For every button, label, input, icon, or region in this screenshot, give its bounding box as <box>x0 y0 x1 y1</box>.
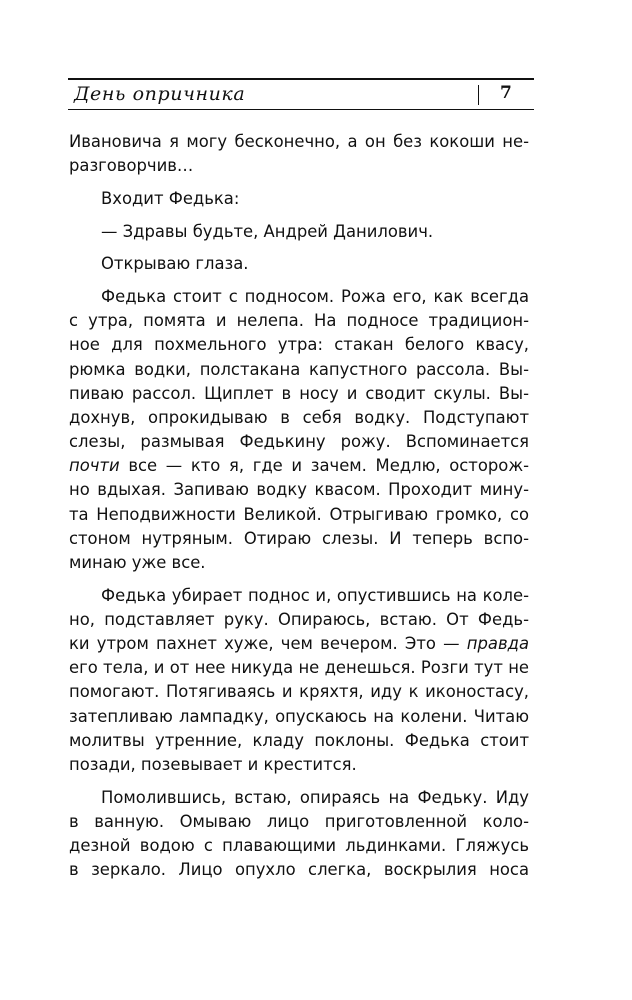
header-separator <box>478 85 479 105</box>
paragraph <box>69 130 529 178</box>
text-line: Федька убирает поднос и, опустившись на коле- <box>101 585 529 605</box>
page-header <box>68 74 534 114</box>
text-line: молитвы утренние, кладу поклоны. Федька стоит <box>69 730 529 750</box>
text-line: Федька стоит с подносом. Рожа его, как всегда <box>101 286 529 306</box>
text-span: все — кто я, где и зачем. Медлю, осторож- <box>119 456 529 476</box>
text-line: Ивановича я могу бесконечно, а он без кокоши не- <box>69 132 529 151</box>
emphasis-text: почти <box>69 456 120 476</box>
paragraph <box>69 220 529 244</box>
text-line: дохнув, опрокидываю в себя водку. Подступают <box>69 407 529 427</box>
dialogue-line: — Здравы будьте, Андрей Данилович. <box>101 221 434 241</box>
text-line: слезы, размывая Федькину рожу. Вспоминается <box>69 432 529 452</box>
body-text <box>69 130 529 882</box>
paragraph <box>69 584 529 778</box>
text-line: но вдыхая. Запиваю водку квасом. Проходит мину- <box>69 480 529 500</box>
text-line: минаю уже все. <box>69 553 206 572</box>
header-top-rule <box>68 78 534 80</box>
text-line: Помолившись, встаю, опираясь на Федьку. Иду <box>101 787 529 807</box>
text-line: с утра, помята и нелепа. На подносе традицион- <box>69 311 529 331</box>
text-line: ное для похмельного утра: стакан белого квасу, <box>69 335 529 355</box>
text-line: в ванную. Омываю лицо приготовленной коло- <box>69 811 529 831</box>
text-line: Открываю глаза. <box>101 254 249 274</box>
text-line: в зеркало. Лицо опухло слегка, воскрылия носа <box>69 860 529 880</box>
text-line: пиваю рассол. Щиплет в носу и сводит скулы. Вы- <box>69 383 529 403</box>
paragraph <box>69 786 529 883</box>
header-bottom-rule <box>68 109 534 110</box>
text-line: дезной водою с плавающими льдинками. Гляжусь <box>69 836 529 856</box>
text-line: та Неподвижности Великой. Отрыгиваю громко, со <box>69 504 529 524</box>
paragraph <box>69 252 529 276</box>
emphasis-text: правда <box>466 634 529 654</box>
text-line: помогают. Потягиваясь и кряхтя, иду к иконостасу, <box>69 682 529 702</box>
text-line: затепливаю лампадку, опускаюсь на колени. Читаю <box>69 706 529 726</box>
text-line <box>69 632 529 656</box>
page-number: 7 <box>500 83 512 103</box>
paragraph <box>69 187 529 211</box>
text-line: но, подставляет руку. Опираюсь, встаю. От Федь- <box>69 609 529 629</box>
text-line: разговорчив… <box>69 156 194 176</box>
text-span: ки утром пахнет хуже, чем вечером. Это — <box>69 634 467 654</box>
text-line: рюмка водки, полстакана капустного рассола. Вы- <box>69 359 529 379</box>
text-line: позади, позевывает и крестится. <box>69 755 357 774</box>
text-line: Входит Федька: <box>101 188 240 208</box>
running-title: День опричника <box>74 83 246 105</box>
text-line: стоном нутряным. Отираю слезы. И теперь вспо- <box>69 528 529 548</box>
text-line: его тела, и от нее никуда не денешься. Розги тут не <box>69 658 529 678</box>
paragraph <box>69 285 529 575</box>
text-line <box>69 454 529 478</box>
